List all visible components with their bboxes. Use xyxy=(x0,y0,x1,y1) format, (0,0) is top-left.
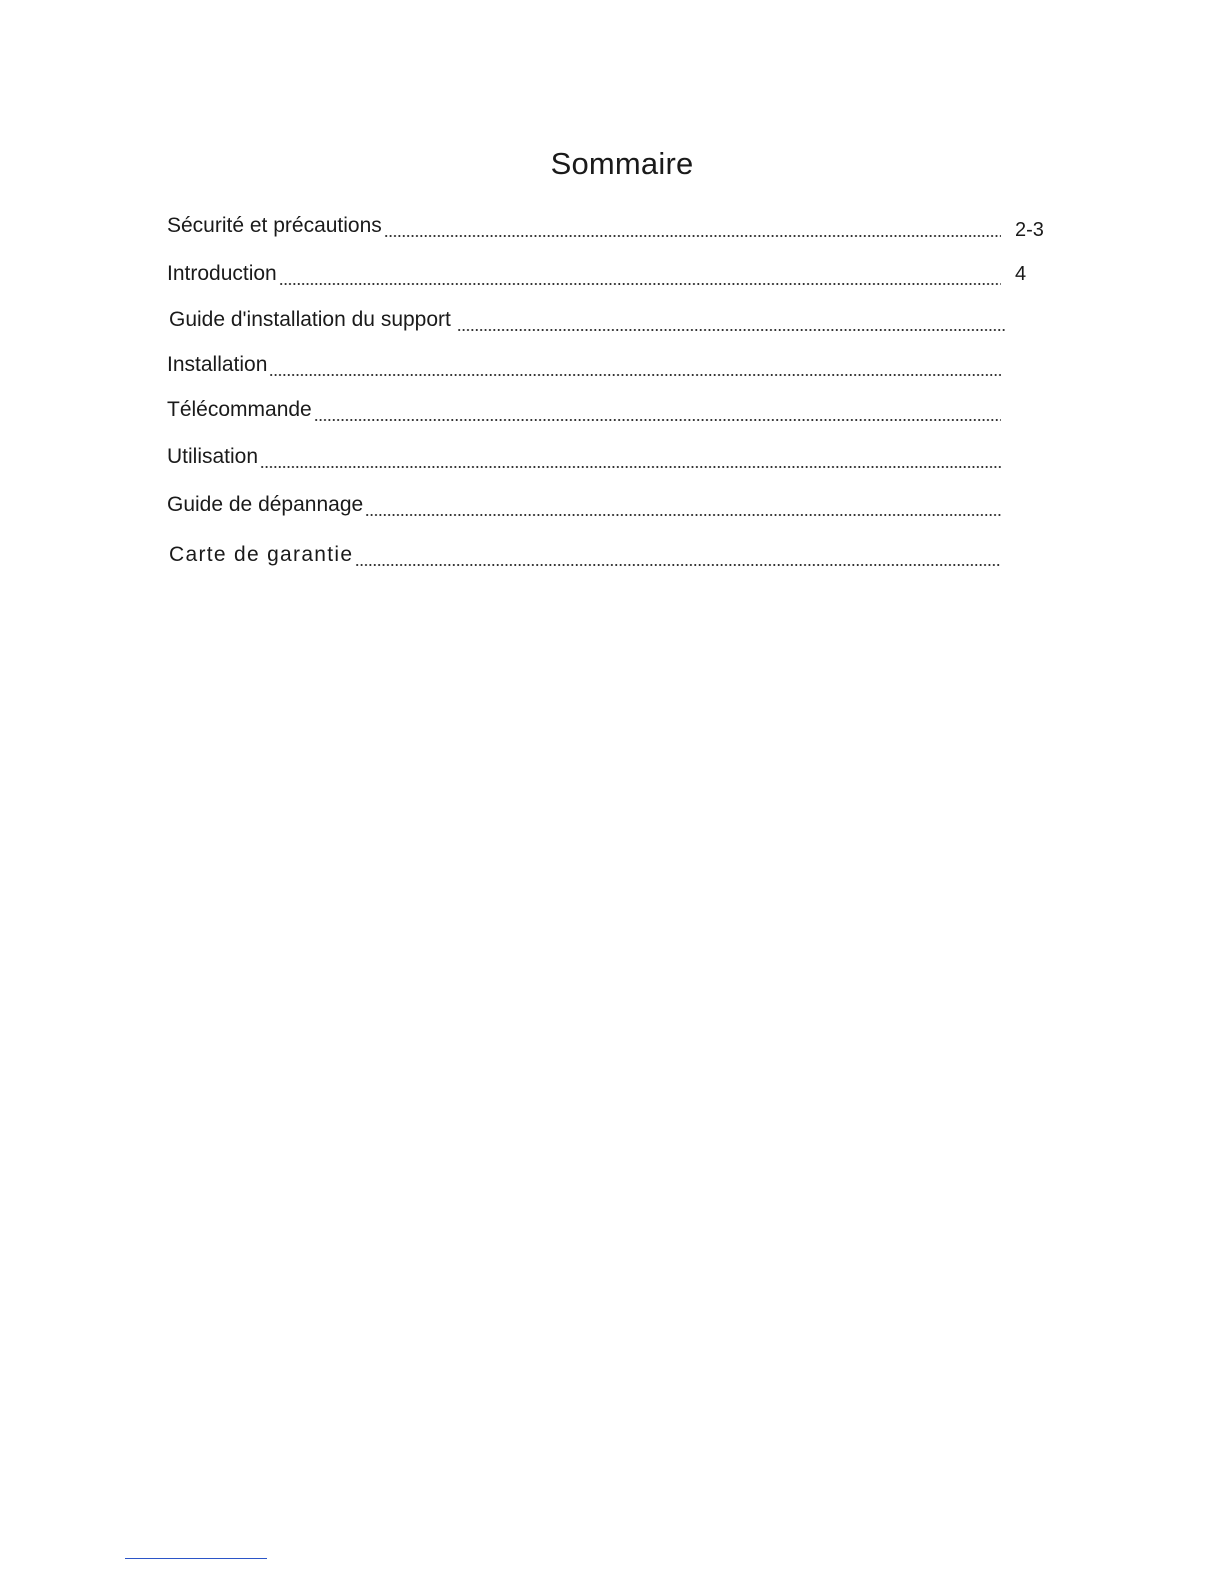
toc-entry-label: Carte de garantie xyxy=(169,543,354,566)
page-title: Sommaire xyxy=(550,146,694,181)
toc-entry-label: Guide d'installation du support xyxy=(169,308,451,331)
toc-leader-dots xyxy=(269,352,1001,378)
toc-leader-dots xyxy=(355,542,1001,568)
toc-entry-label: Sécurité et précautions xyxy=(167,214,382,237)
toc-entry-label: Installation xyxy=(167,353,268,376)
toc-entry-garantie[interactable] xyxy=(167,538,1067,568)
toc-entry-guide-support[interactable] xyxy=(167,303,1067,333)
toc-entry-page: 4 xyxy=(1015,263,1027,285)
toc-entry-depannage[interactable] xyxy=(167,488,1067,518)
toc-leader-dots xyxy=(365,492,1001,518)
toc-leader-dots xyxy=(279,261,1001,287)
toc-entry-label: Télécommande xyxy=(167,398,312,421)
toc-entry-installation[interactable] xyxy=(167,348,1067,378)
toc-leader-dots xyxy=(314,397,1001,423)
toc-entry-label: Utilisation xyxy=(167,445,259,468)
toc-leader-dots xyxy=(457,307,1005,333)
toc-entry-page: 2-3 xyxy=(1015,219,1044,241)
toc-entry-label: Guide de dépannage xyxy=(167,493,364,516)
toc-entry-utilisation[interactable] xyxy=(167,440,1067,470)
toc-entry-telecommande[interactable] xyxy=(167,393,1067,423)
toc-leader-dots xyxy=(384,213,1001,239)
toc-entry-securite[interactable] xyxy=(167,209,1067,239)
toc-entry-label: Introduction xyxy=(167,262,277,285)
toc-entry-introduction[interactable] xyxy=(167,257,1067,287)
toc-leader-dots xyxy=(260,444,1001,470)
footnote-rule xyxy=(125,1558,267,1559)
